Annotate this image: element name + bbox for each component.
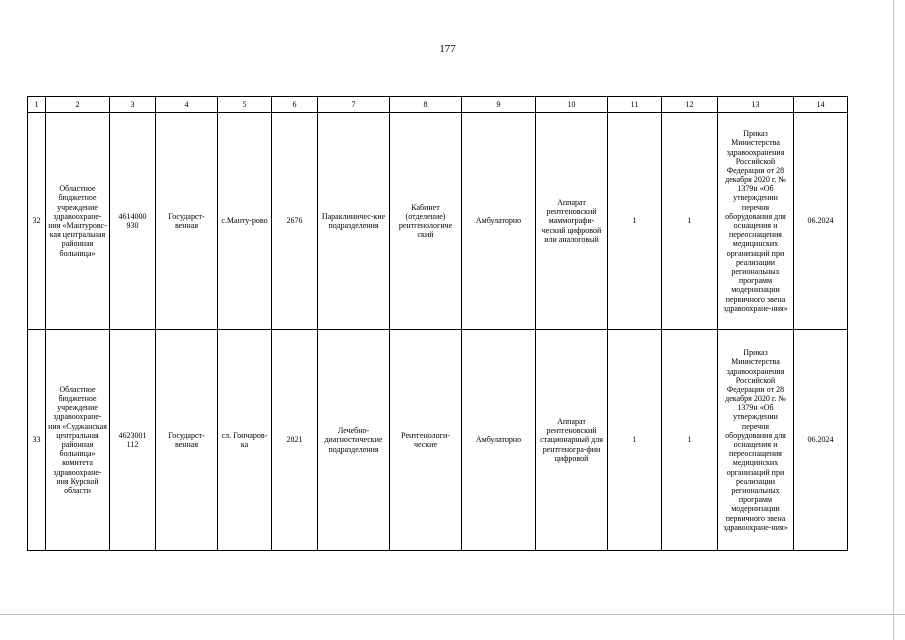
department: Кабинет (отделение) рентгенологиче ский <box>390 113 462 330</box>
equipment-name: Аппарат рентгеновский стационарный для рентгеногра-фии цифровой <box>536 330 608 551</box>
organization-name: Областное бюджетное учреждение здравоохране-ния «Мантуровс-кая центральная районная больница» <box>46 113 110 330</box>
division-type: Параклиничес-кие подразделения <box>318 113 390 330</box>
page-number: 177 <box>439 43 456 55</box>
inn-code: 4623001 112 <box>110 330 156 551</box>
division-type: Лечебно-диагностические подразделения <box>318 330 390 551</box>
header-cell: 1 <box>28 97 46 113</box>
department: Рентгенологи-ческие <box>390 330 462 551</box>
quantity-b: 1 <box>662 330 718 551</box>
header-cell: 4 <box>156 97 218 113</box>
quantity-a: 1 <box>608 113 662 330</box>
due-date: 06.2024 <box>794 113 848 330</box>
legal-basis: Приказ Министерства здравоохранения Российской Федерации от 28 декабря 2020 г. № 1379н «Об утверждении перечня оборудования для оснащения и переоснащения медицинских организаций при реализации региональных программ модернизации первичного звена здравоохране-ния» <box>718 113 794 330</box>
quantity-b: 1 <box>662 113 718 330</box>
header-cell: 11 <box>608 97 662 113</box>
equipment-name: Аппарат рентгеновский маммографи-ческий цифровой или аналоговый <box>536 113 608 330</box>
scan-edge-right <box>893 0 894 640</box>
locality: сл. Гончаров-ка <box>218 330 272 551</box>
care-conditions: Амбулаторно <box>462 113 536 330</box>
table-row <box>28 113 848 330</box>
header-cell: 7 <box>318 97 390 113</box>
table-row <box>28 330 848 551</box>
table-header-row <box>28 97 848 113</box>
care-conditions: Амбулаторно <box>462 330 536 551</box>
locality: с.Манту-рово <box>218 113 272 330</box>
inn-code: 4614000 930 <box>110 113 156 330</box>
header-cell: 12 <box>662 97 718 113</box>
quantity-a: 1 <box>608 330 662 551</box>
row-number: 32 <box>28 113 46 330</box>
numeric-code: 2676 <box>272 113 318 330</box>
header-cell: 6 <box>272 97 318 113</box>
header-cell: 5 <box>218 97 272 113</box>
ownership-type: Государст-венная <box>156 330 218 551</box>
header-cell: 13 <box>718 97 794 113</box>
due-date: 06.2024 <box>794 330 848 551</box>
header-cell: 14 <box>794 97 848 113</box>
scan-edge-bottom <box>0 614 905 615</box>
header-cell: 8 <box>390 97 462 113</box>
row-number: 33 <box>28 330 46 551</box>
header-cell: 10 <box>536 97 608 113</box>
legal-basis: Приказ Министерства здравоохранения Российской Федерации от 28 декабря 2020 г. № 1379н «Об утверждении перечня оборудования для оснащения и переоснащения медицинских организаций при реализации региональных программ модернизации первичного звена здравоохране-ния» <box>718 330 794 551</box>
header-cell: 3 <box>110 97 156 113</box>
header-cell: 2 <box>46 97 110 113</box>
organization-name: Областное бюджетное учреждение здравоохране-ния «Суджанская центральная районная больница» комитета здравоохране-ния Курской области <box>46 330 110 551</box>
numeric-code: 2821 <box>272 330 318 551</box>
ownership-type: Государст-венная <box>156 113 218 330</box>
header-cell: 9 <box>462 97 536 113</box>
register-table <box>27 96 848 551</box>
